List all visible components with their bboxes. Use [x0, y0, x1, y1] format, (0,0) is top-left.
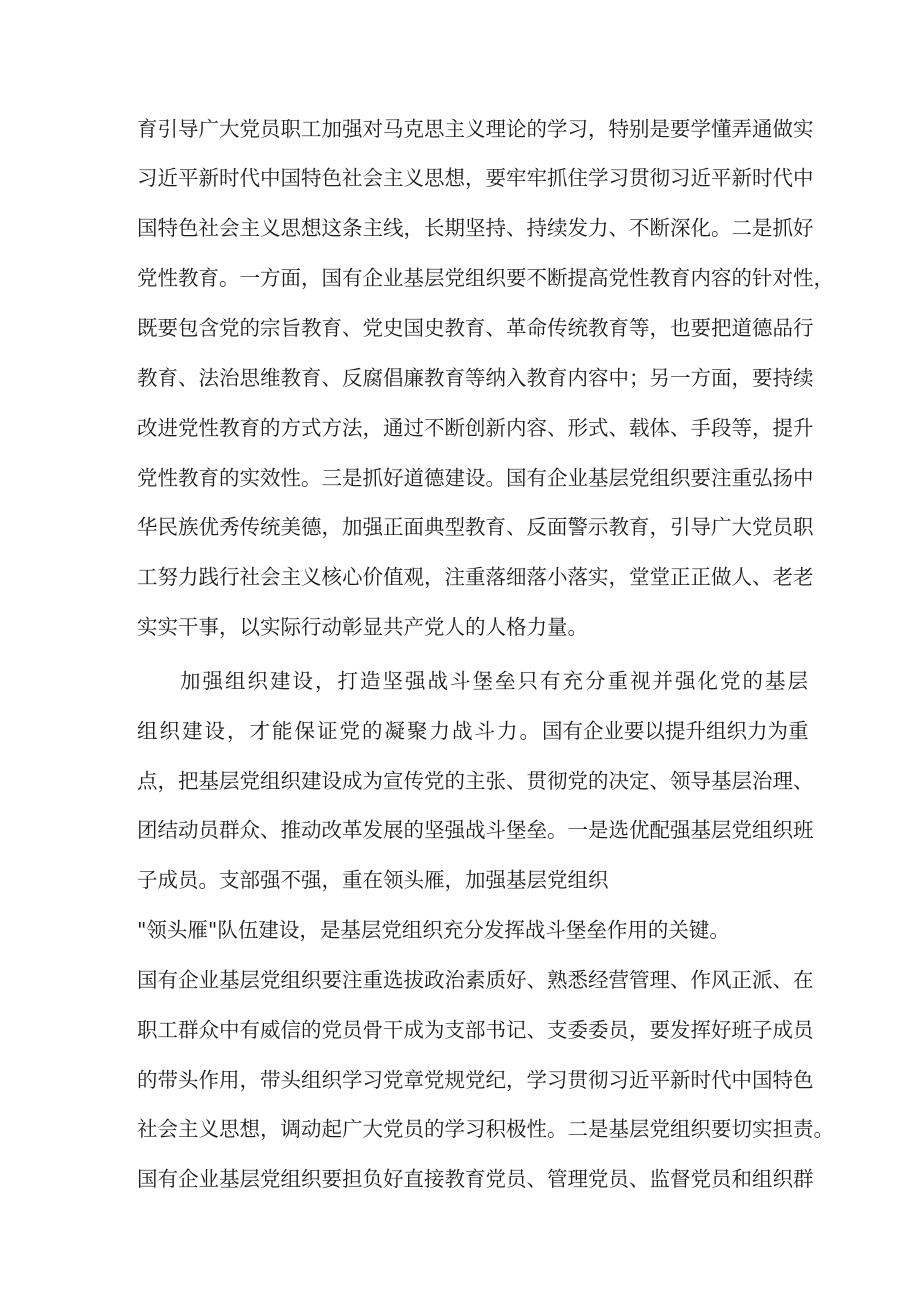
text-line: 工努力践行社会主义核心价值观，注重落细落小落实，堂堂正正做人、老老	[137, 565, 814, 589]
text-line: 社会主义思想，调动起广大党员的学习积极性。二是基层党组织要切实担责。	[137, 1117, 834, 1141]
text-line: 国特色社会主义思想这条主线，长期坚持、持续发力、不断深化。二是抓好	[137, 216, 814, 240]
text-line: 华民族优秀传统美德，加强正面典型教育、反面警示教育，引导广大党员职	[137, 515, 814, 539]
text-line: 职工群众中有威信的党员骨干成为支部书记、支委委员，要发挥好班子成员	[137, 1018, 814, 1042]
text-line: 点，把基层党组织建设成为宣传党的主张、贯彻党的决定、领导基层治理、	[137, 769, 814, 793]
text-line: 子成员。支部强不强，重在领头雁，加强基层党组织	[137, 868, 609, 892]
text-line: 国有企业基层党组织要注重选拔政治素质好、熟悉经营管理、作风正派、在	[137, 968, 814, 992]
text-line: 教育、法治思维教育、反腐倡廉教育等纳入教育内容中；另一方面，要持续	[137, 366, 814, 390]
section-heading-line: 加强组织建设，打造坚强战斗堡垒只有充分重视并强化党的基层	[180, 669, 810, 693]
text-line: 改进党性教育的方式方法，通过不断创新内容、形式、载体、手段等，提升	[137, 416, 814, 440]
text-line: 育引导广大党员职工加强对马克思主义理论的学习，特别是要学懂弄通做实	[137, 117, 814, 141]
text-line: 实实干事，以实际行动彰显共产党人的人格力量。	[137, 615, 588, 639]
text-line: 既要包含党的宗旨教育、党史国史教育、革命传统教育等，也要把道德品行	[137, 316, 814, 340]
text-line: "领头雁"队伍建设，是基层党组织充分发挥战斗堡垒作用的关键。	[137, 918, 730, 942]
text-line: 的带头作用，带头组织学习党章党规党纪，学习贯彻习近平新时代中国特色	[137, 1068, 814, 1092]
section-heading-line-continued	[137, 711, 809, 751]
text-line: 团结动员群众、推动改革发展的坚强战斗堡垒。一是选优配强基层党组织班	[137, 818, 814, 842]
text-line: 习近平新时代中国特色社会主义思想，要牢牢抓住学习贯彻习近平新时代中	[137, 166, 814, 190]
section-heading-text: 组织建设，才能保证党的凝聚力战斗力。	[137, 719, 542, 743]
text-line: 国有企业基层党组织要担负好直接教育党员、管理党员、监督党员和组织群	[137, 1167, 814, 1191]
text-line: 党性教育。一方面，国有企业基层党组织要不断提高党性教育内容的针对性，	[137, 266, 834, 290]
text-line: 党性教育的实效性。三是抓好道德建设。国有企业基层党组织要注重弘扬中	[137, 466, 814, 490]
text-line-tail: 国有企业要以提升组织力为重	[542, 719, 809, 743]
